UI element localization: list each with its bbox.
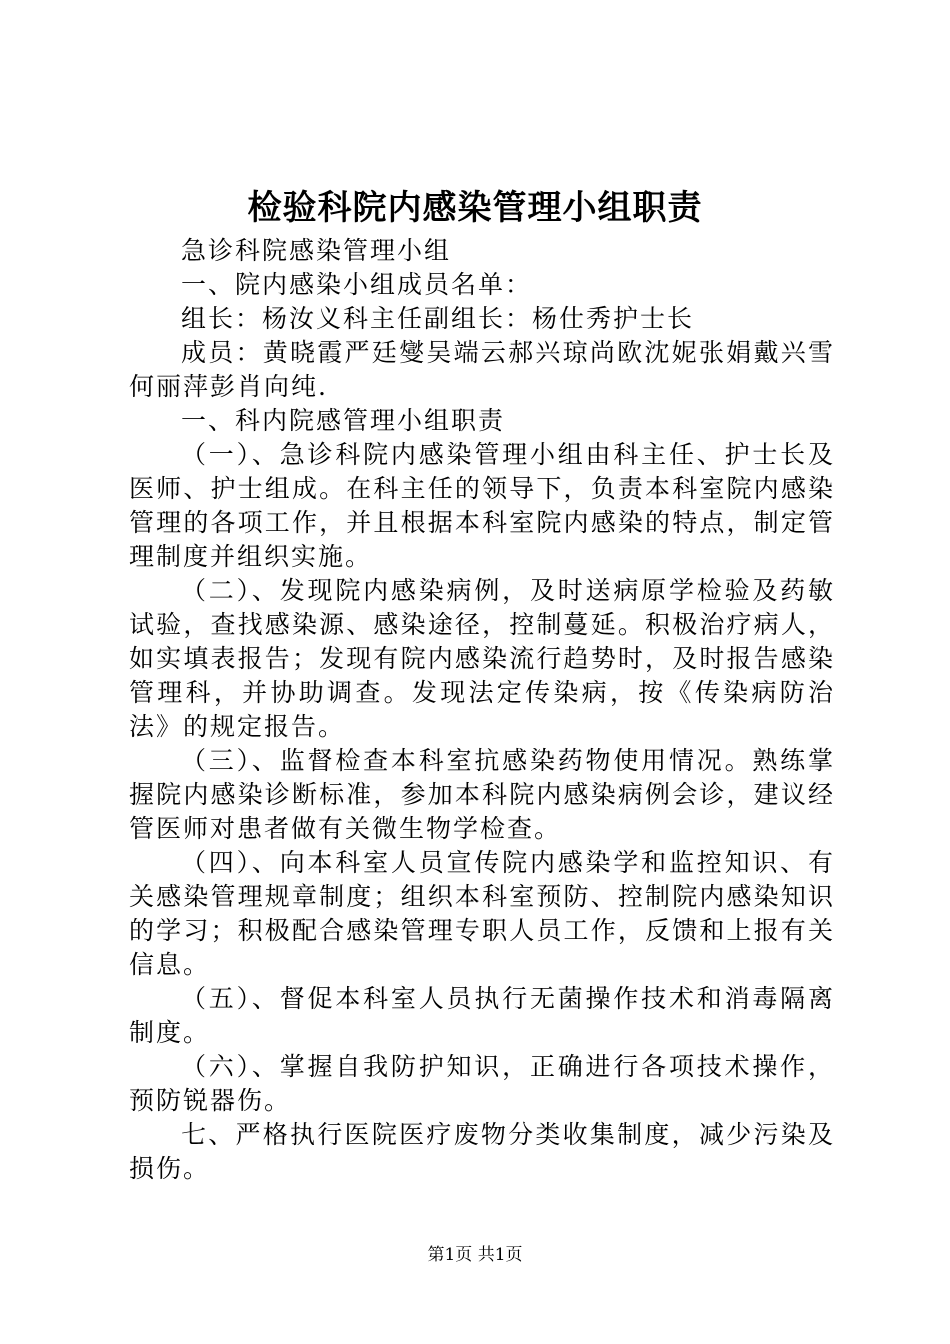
document-title: 检验科院内感染管理小组职责 bbox=[247, 188, 703, 228]
document-body bbox=[129, 234, 835, 1186]
paragraph-duty-3: （三）、监督检查本科室抗感染药物使用情况。熟练掌握院内感染诊断标准，参加本科院内感染病例会诊，建议经管医师对患者做有关微生物学检查。 bbox=[129, 746, 835, 843]
paragraph-duty-2: （二）、发现院内感染病例，及时送病原学检验及药敏试验，查找感染源、感染途径，控制蔓延。积极治疗病人，如实填表报告；发现有院内感染流行趋势时，及时报告感染管理科，并协助调查。发现法定传染病，按《传染病防治法》的规定报告。 bbox=[129, 576, 835, 741]
paragraph-leaders: 组长：杨汝义科主任副组长：杨仕秀护士长 bbox=[181, 304, 695, 333]
paragraph-duty-7: 七、严格执行医院医疗废物分类收集制度，减少污染及损伤。 bbox=[129, 1120, 835, 1183]
paragraph-group-name: 急诊科院感染管理小组 bbox=[181, 236, 452, 265]
paragraph-duty-6: （六）、掌握自我防护知识，正确进行各项技术操作，预防锐器伤。 bbox=[129, 1052, 835, 1115]
paragraph-duty-4: （四）、向本科室人员宣传院内感染学和监控知识、有关感染管理规章制度；组织本科室预防、控制院内感染知识的学习；积极配合感染管理专职人员工作，反馈和上报有关信息。 bbox=[129, 848, 835, 979]
paragraph-members: 成员：黄晓霞严廷燮吴端云郝兴琼尚欧沈妮张娟戴兴雪何丽萍彭肖向纯. bbox=[129, 338, 835, 401]
paragraph-duty-1: （一）、急诊科院内感染管理小组由科主任、护士长及医师、护士组成。在科主任的领导下，负责本科室院内感染管理的各项工作，并且根据本科室院内感染的特点，制定管理制度并组织实施。 bbox=[129, 440, 835, 571]
paragraph-members-heading: 一、院内感染小组成员名单： bbox=[181, 270, 533, 299]
paragraph-duty-5: （五）、督促本科室人员执行无菌操作技术和消毒隔离制度。 bbox=[129, 984, 835, 1047]
page-footer: 第1页 共1页 bbox=[427, 1245, 523, 1265]
paragraph-duties-heading: 一、科内院感管理小组职责 bbox=[181, 406, 506, 435]
